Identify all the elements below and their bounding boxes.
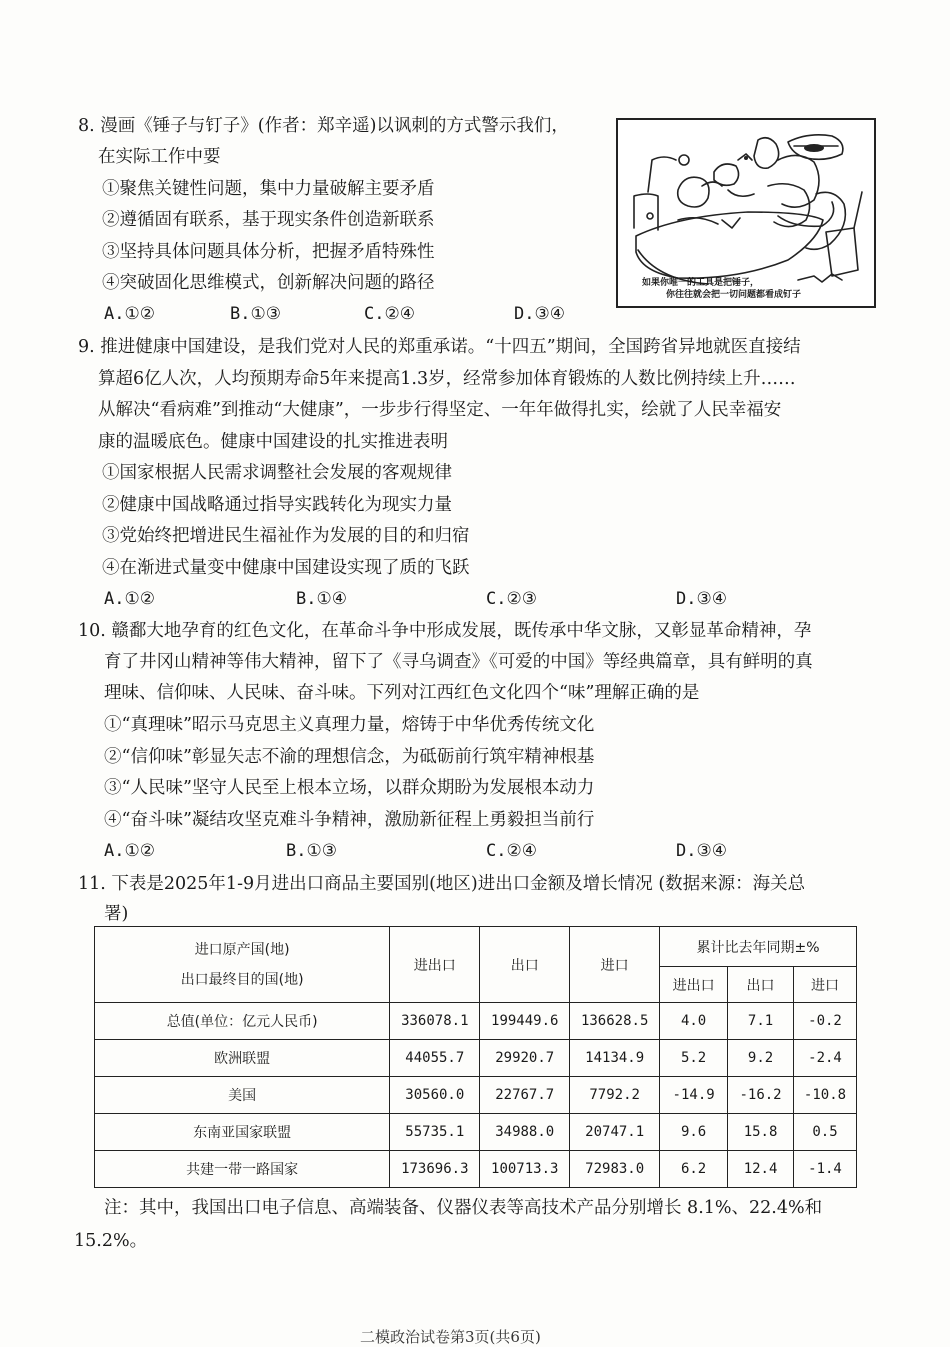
q10-item-3: ③“人民味”坚守人民至上根本立场，以群众期盼为发展根本动力: [104, 778, 595, 798]
cell-g-import: -10.8: [794, 1077, 857, 1114]
cell-name: 欧洲联盟: [95, 1040, 390, 1077]
trade-data-table: [94, 926, 857, 1188]
cell-g-export: 12.4: [728, 1151, 794, 1188]
cell-import: 20747.1: [570, 1114, 660, 1151]
q10-option-c: C.②④: [486, 841, 537, 861]
cell-import: 136628.5: [570, 1003, 660, 1040]
q9-item-1: ①国家根据人民需求调整社会发展的客观规律: [102, 463, 452, 483]
q9-item-3: ③党始终把增进民生福祉作为发展的目的和归宿: [102, 526, 470, 546]
q8-stem-line2: 在实际工作中要: [98, 147, 221, 167]
q10-item-1: ①“真理味”昭示马克思主义真理力量，熔铸于中华优秀传统文化: [104, 715, 595, 735]
q9-item-2: ②健康中国战略通过指导实践转化为现实力量: [102, 495, 452, 515]
page-footer: 二模政治试卷第3页(共6页): [360, 1328, 541, 1346]
q10-item-4: ④“奋斗味”凝结攻坚克难斗争精神，激励新征程上勇毅担当前行: [104, 810, 595, 830]
cartoon-caption-line2: 你往往就会把一切问题都看成钉子: [666, 290, 802, 300]
cell-g-import: -0.2: [794, 1003, 857, 1040]
cell-export: 199449.6: [480, 1003, 570, 1040]
cell-total: 44055.7: [390, 1040, 480, 1077]
q9-stem-line3: 从解决“看病难”到推动“大健康”，一步步行得坚定、一年年做得扎实，绘就了人民幸福安: [98, 400, 782, 420]
q9-item-4: ④在渐进式量变中健康中国建设实现了质的飞跃: [102, 558, 470, 578]
cell-g-import: 0.5: [794, 1114, 857, 1151]
table-header-row: [95, 927, 857, 967]
q8-option-a: A.①②: [104, 304, 155, 324]
q9-stem-line1: 9. 推进健康中国建设，是我们党对人民的郑重承诺。“十四五”期间，全国跨省异地就医直接结: [78, 337, 801, 357]
q8-option-b: B.①③: [230, 304, 281, 324]
cartoon-caption-line1: 如果你唯一的工具是把锤子，: [642, 278, 760, 288]
table-row: [95, 1003, 857, 1040]
q11-stem-line2: 署): [104, 904, 129, 924]
q8-item-3: ③坚持具体问题具体分析，把握矛盾特殊性: [102, 242, 435, 262]
q9-option-a: A.①②: [104, 589, 155, 609]
cell-name: 总值(单位：亿元人民币): [95, 1003, 390, 1040]
table-row: [95, 1040, 857, 1077]
cell-g-export: 15.8: [728, 1114, 794, 1151]
cell-export: 29920.7: [480, 1040, 570, 1077]
cell-name: 美国: [95, 1077, 390, 1114]
q10-stem-line1: 10. 赣鄱大地孕育的红色文化，在革命斗争中形成发展，既传承中华文脉，又彰显革命精神，孕: [78, 621, 812, 641]
q8-stem-line1: 8. 漫画《锤子与钉子》(作者：郑辛遥)以讽刺的方式警示我们，: [78, 116, 569, 136]
cell-export: 34988.0: [480, 1114, 570, 1151]
subheader-total: 进出口: [660, 967, 728, 1003]
q10-stem-line3: 理味、信仰味、人民味、奋斗味。下列对江西红色文化四个“味”理解正确的是: [104, 683, 700, 703]
subheader-export: 出口: [728, 967, 794, 1003]
q10-item-2: ②“信仰味”彰显矢志不渝的理想信念，为砥砺前行筑牢精神根基: [104, 747, 595, 767]
header-export: 出口: [480, 927, 570, 1003]
q9-option-d: D.③④: [676, 589, 727, 609]
cell-g-import: -1.4: [794, 1151, 857, 1188]
q10-option-a: A.①②: [104, 841, 155, 861]
cartoon-hammer-and-nail: [616, 118, 876, 308]
q11-note-line1: 注：其中，我国出口电子信息、高端装备、仪器仪表等高技术产品分别增长 8.1%、22.4%和: [104, 1198, 823, 1218]
cell-export: 100713.3: [480, 1151, 570, 1188]
header-growth: 累计比去年同期±%: [660, 927, 857, 967]
q10-stem-line2: 育了井冈山精神等伟大精神，留下了《寻乌调查》《可爱的中国》等经典篇章，具有鲜明的真: [104, 652, 813, 672]
q10-option-b: B.①③: [286, 841, 337, 861]
cell-name: 共建一带一路国家: [95, 1151, 390, 1188]
cell-total: 336078.1: [390, 1003, 480, 1040]
subheader-import: 进口: [794, 967, 857, 1003]
cell-g-total: 6.2: [660, 1151, 728, 1188]
q8-option-d: D.③④: [514, 304, 565, 324]
cell-import: 7792.2: [570, 1077, 660, 1114]
table-row: [95, 1114, 857, 1151]
q11-stem-line1: 11. 下表是2025年1-9月进出口商品主要国别(地区)进出口金额及增长情况 (数据来源：海关总: [78, 874, 806, 894]
header-destination-label: 出口最终目的国(地): [180, 971, 304, 988]
q9-stem-line2: 算超6亿人次，人均预期寿命5年来提高1.3岁，经常参加体育锻炼的人数比例持续上升……: [98, 369, 796, 389]
table-body: [95, 1003, 857, 1188]
q11-note-line2: 15.2%。: [74, 1231, 148, 1251]
cell-export: 22767.7: [480, 1077, 570, 1114]
header-import: 进口: [570, 927, 660, 1003]
cell-g-import: -2.4: [794, 1040, 857, 1077]
q10-option-d: D.③④: [676, 841, 727, 861]
q8-item-2: ②遵循固有联系，基于现实条件创造新联系: [102, 210, 435, 230]
q8-item-4: ④突破固化思维模式，创新解决问题的路径: [102, 273, 435, 293]
cell-g-export: -16.2: [728, 1077, 794, 1114]
cell-g-total: 9.6: [660, 1114, 728, 1151]
cell-import: 14134.9: [570, 1040, 660, 1077]
cell-g-export: 9.2: [728, 1040, 794, 1077]
cell-g-total: 4.0: [660, 1003, 728, 1040]
cell-total: 30560.0: [390, 1077, 480, 1114]
q9-stem-line4: 康的温暖底色。健康中国建设的扎实推进表明: [98, 432, 448, 452]
cell-g-total: 5.2: [660, 1040, 728, 1077]
table-row: [95, 1151, 857, 1188]
cell-name: 东南亚国家联盟: [95, 1114, 390, 1151]
cell-g-total: -14.9: [660, 1077, 728, 1114]
q9-option-b: B.①④: [296, 589, 347, 609]
cell-g-export: 7.1: [728, 1003, 794, 1040]
cell-import: 72983.0: [570, 1151, 660, 1188]
cell-total: 173696.3: [390, 1151, 480, 1188]
table-row: [95, 1077, 857, 1114]
q8-item-1: ①聚焦关键性问题，集中力量破解主要矛盾: [102, 179, 435, 199]
header-total: 进出口: [390, 927, 480, 1003]
q9-option-c: C.②③: [486, 589, 537, 609]
q8-option-c: C.②④: [364, 304, 415, 324]
cell-total: 55735.1: [390, 1114, 480, 1151]
header-region-cell: [95, 927, 390, 1003]
header-origin-label: 进口原产国(地): [194, 941, 290, 958]
